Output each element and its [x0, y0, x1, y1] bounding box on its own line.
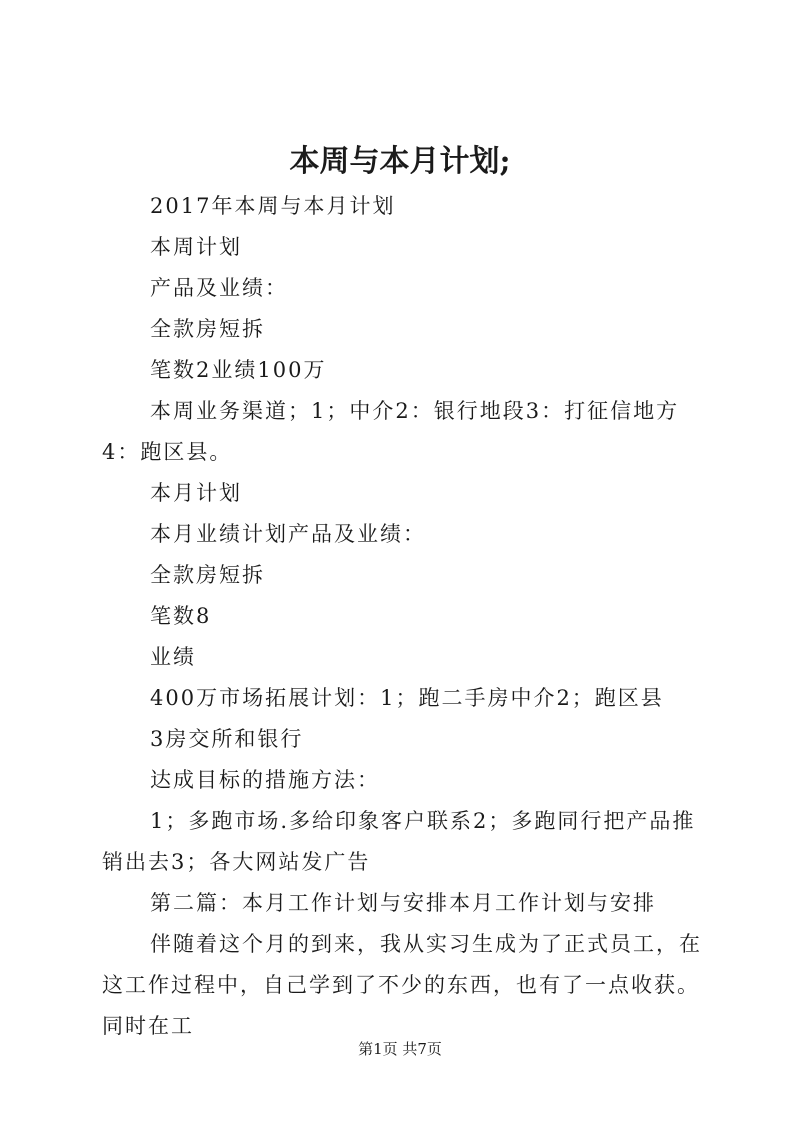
paragraph: 第二篇：本月工作计划与安排本月工作计划与安排 [150, 891, 656, 915]
paragraph: 达成目标的措施方法： [150, 768, 380, 792]
paragraph: 3房交所和银行 [150, 727, 304, 751]
paragraph: 本月计划 [150, 481, 242, 505]
paragraph: 产品及业绩： [150, 276, 288, 300]
paragraph: 2017年本周与本月计划 [150, 194, 396, 218]
paragraph: 全款房短拆 [150, 317, 265, 341]
page-number-footer: 第1页 共7页 [358, 1040, 442, 1058]
paragraph: 笔数2业绩100万 [150, 358, 327, 382]
paragraph: 400万市场拓展计划：1；跑二手房中介2；跑区县 [150, 686, 664, 710]
paragraph: 本周计划 [150, 235, 242, 259]
paragraph: 业绩 [150, 645, 196, 669]
document-title: 本周与本月计划; [289, 144, 511, 179]
paragraph: 本周业务渠道；1；中介2：银行地段3：打征信地方4：跑区县。 [102, 399, 680, 464]
paragraph: 笔数8 [150, 604, 212, 628]
paragraph: 本月业绩计划产品及业绩： [150, 522, 426, 546]
document-body [102, 186, 702, 1047]
paragraph: 全款房短拆 [150, 563, 265, 587]
paragraph: 1；多跑市场.多给印象客户联系2；多跑同行把产品推销出去3；各大网站发广告 [102, 809, 696, 874]
paragraph: 伴随着这个月的到来，我从实习生成为了正式员工，在这工作过程中，自己学到了不少的东西，也有了一点收获。同时在工 [102, 932, 702, 1038]
